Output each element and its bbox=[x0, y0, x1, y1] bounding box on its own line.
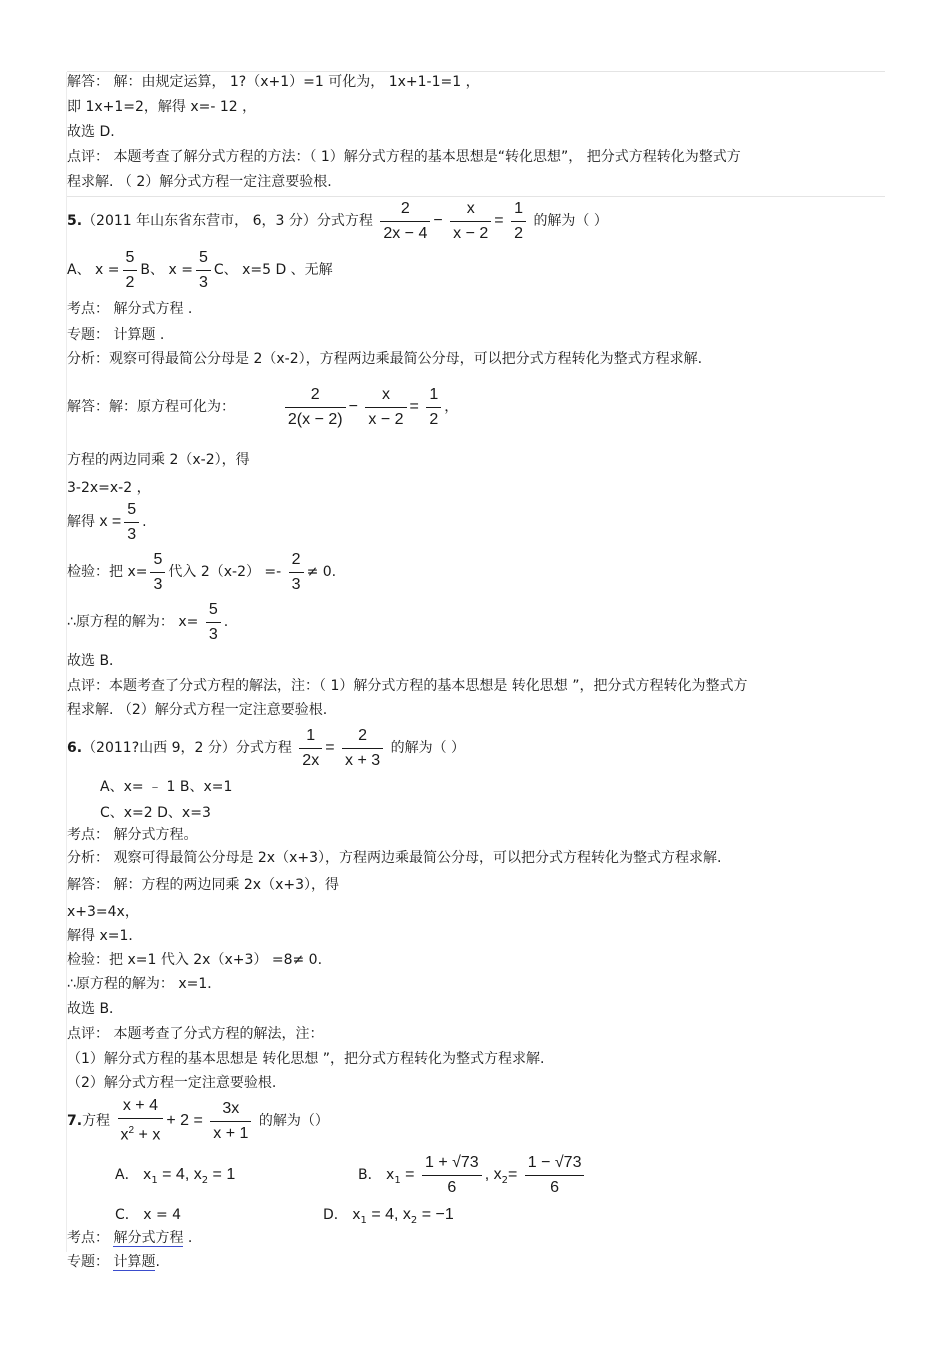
q5-step3-dot: . bbox=[142, 514, 147, 530]
q6-check: 检验：把 x=1 代入 2x（x+3） =8≠ 0. bbox=[67, 952, 323, 968]
q6-suffix: 的解为（ ） bbox=[390, 740, 466, 756]
q5-number: 5. bbox=[67, 213, 83, 229]
q7-option-b-fraction-2: $\frac{1 - √73}{6}$ bbox=[525, 1153, 585, 1198]
q5-jieda bbox=[67, 383, 458, 431]
q6-fenxi: 分析： 观察可得最简公分母是 2x（x+3），方程两边乘最简公分母，可以把分式方程转化为整式方程求解. bbox=[67, 850, 722, 866]
q5-jieda-fraction-1: $\frac{2}{2(x - 2)}$ bbox=[285, 385, 346, 430]
q5-step3-x: x = bbox=[99, 513, 122, 530]
q7-option-b: B． $x_1$ = $\frac{1 + √73}{6}$ , $x_2=$ $\frac{1 - √73}{6}$ bbox=[358, 1148, 587, 1208]
q7-option-d: D． $x_1 = 4$, $x_2 = -1$ bbox=[323, 1206, 454, 1226]
q5-jieda-fraction-3: $\frac{1}{2}$ bbox=[426, 385, 441, 430]
q5-step2: 3-2x=x-2 ， bbox=[67, 480, 151, 496]
q6-source: （2011?山西 9，2 分）分式方程 bbox=[82, 740, 292, 756]
q5-jieda-minus: − bbox=[348, 398, 358, 415]
q5-check-mid: 代入 2（x-2） =- bbox=[168, 564, 282, 580]
q7-suffix: 的解为（） bbox=[258, 1113, 329, 1129]
q5-kaodian: 考点： 解分式方程 . bbox=[67, 301, 193, 317]
q5-fenxi: 分析：观察可得最简公分母是 2（x-2），方程两边乘最简公分母，可以把分式方程转化为整式方程求解. bbox=[67, 351, 703, 367]
top-comment-line1: 点评： 本题考查了解分式方程的方法：（ 1）解分式方程的基本思想是“转化思想”， 把分式方程转化为整式方 bbox=[67, 149, 741, 165]
top-answer-line2: 即 1x+1=2，解得 x=- 12 ， bbox=[67, 99, 257, 115]
q5-step3-label: 解得 bbox=[67, 514, 95, 530]
q5-check-label: 检验：把 x= bbox=[67, 564, 148, 580]
q6-options-ab: A、x= ﹣ 1 B、x=1 bbox=[100, 779, 233, 795]
q6-jieda: 解答： 解：方程的两边同乘 2x（x+3），得 bbox=[67, 877, 340, 893]
q5-zhuanti: 专题： 计算题 . bbox=[67, 327, 165, 343]
q5-guxuan: 故选 B． bbox=[67, 653, 124, 669]
q6-step2: 解得 x=1． bbox=[67, 928, 143, 944]
q5-stem bbox=[67, 197, 608, 245]
top-comment-line2: 程求解. （ 2）解分式方程一定注意要验根. bbox=[67, 174, 332, 190]
q5-option-b: B、 x = bbox=[140, 262, 193, 278]
top-answer-line1: 解答： 解：由规定运算， 1?（x+1）=1 可化为， 1x+1-1=1 ， bbox=[67, 74, 480, 90]
q5-step1: 方程的两边同乘 2（x-2），得 bbox=[67, 452, 250, 468]
q6-dianping: 点评： 本题考查了分式方程的解法，注： bbox=[67, 1026, 324, 1042]
q5-root-label: ∴原方程的解为： x= bbox=[67, 614, 199, 630]
q5-root-dot: . bbox=[223, 614, 229, 630]
q7-option-b-fraction-1: $\frac{1 + √73}{6}$ bbox=[422, 1153, 482, 1198]
q5-suffix: 的解为（ ） bbox=[533, 213, 608, 229]
q7-option-c: C． x = 4 bbox=[115, 1207, 182, 1223]
q5-fraction-1: $\frac{2}{2x - 4}$ bbox=[380, 199, 430, 244]
q6-number: 6. bbox=[67, 740, 83, 756]
q5-equals: = bbox=[494, 212, 504, 229]
q5-check-fraction-2: $\frac{2}{3}$ bbox=[289, 550, 304, 595]
q7-number: 7. bbox=[67, 1113, 83, 1129]
q7-fraction-1: $\frac{x + 4}{x^2 + x}$ bbox=[118, 1096, 164, 1145]
q7-kaodian: 考点： 解分式方程 . bbox=[67, 1230, 193, 1246]
q5-root bbox=[67, 598, 228, 646]
q5-option-a-fraction: $\frac{5}{2}$ bbox=[123, 248, 138, 293]
q5-minus: − bbox=[433, 212, 443, 229]
top-answer-line3: 故选 D. bbox=[67, 124, 115, 140]
q5-fraction-3: $\frac{1}{2}$ bbox=[511, 199, 526, 244]
q5-option-cd: C、 x=5 D 、无解 bbox=[213, 262, 333, 278]
q5-fraction-2: $\frac{x}{x - 2}$ bbox=[450, 199, 491, 244]
q5-options bbox=[67, 246, 333, 294]
q5-jieda-fraction-2: $\frac{x}{x - 2}$ bbox=[365, 385, 406, 430]
q5-jieda-label: 解答：解：原方程可化为： bbox=[67, 399, 235, 415]
q7-zhuanti: 专题： 计算题. bbox=[67, 1254, 160, 1270]
q6-root: ∴原方程的解为： x=1． bbox=[67, 976, 222, 992]
q5-check-end: ≠ 0. bbox=[306, 564, 337, 580]
q5-check-fraction: $\frac{5}{3}$ bbox=[150, 550, 165, 595]
top-rule bbox=[67, 71, 885, 72]
q5-jieda-equals: = bbox=[409, 398, 419, 415]
q5-option-a: A、 x = bbox=[67, 262, 120, 278]
q7-plus-two: + 2 = bbox=[166, 1112, 203, 1129]
q5-jieda-comma: ， bbox=[444, 399, 459, 415]
q5-step3-fraction: $\frac{5}{3}$ bbox=[124, 500, 139, 545]
q5-step3 bbox=[67, 498, 147, 546]
q6-equals: = bbox=[325, 739, 335, 756]
q6-options-cd: C、x=2 D、x=3 bbox=[100, 805, 211, 821]
q6-stem bbox=[67, 724, 465, 772]
q6-note2: （2）解分式方程一定注意要验根. bbox=[67, 1075, 277, 1091]
q5-dianping1: 点评：本题考查了分式方程的解法，注：（ 1）解分式方程的基本思想是 转化思想 ”，把分式方程转化为整式方 bbox=[67, 678, 748, 694]
q6-kaodian: 考点： 解分式方程。 bbox=[67, 827, 198, 843]
q7-prefix: 方程 bbox=[82, 1113, 111, 1129]
q5-check bbox=[67, 548, 336, 596]
q5-source: （2011 年山东省东营市， 6，3 分）分式方程 bbox=[82, 213, 373, 229]
q7-option-a: A． $x_1 = 4$, $x_2 = 1$ bbox=[115, 1166, 236, 1186]
q6-guxuan: 故选 B． bbox=[67, 1001, 124, 1017]
q7-kaodian-link[interactable]: 解分式方程 bbox=[113, 1230, 184, 1246]
q6-fraction-1: $\frac{1}{2x}$ bbox=[299, 726, 322, 771]
q5-dianping2: 程求解. （2）解分式方程一定注意要验根. bbox=[67, 702, 328, 718]
q5-option-b-fraction: $\frac{5}{3}$ bbox=[196, 248, 211, 293]
q7-fraction-2: $\frac{3x}{x + 1}$ bbox=[210, 1099, 251, 1144]
q7-stem bbox=[67, 1096, 329, 1146]
q6-fraction-2: $\frac{2}{x + 3}$ bbox=[342, 726, 383, 771]
q6-note1: （1）解分式方程的基本思想是 转化思想 ”，把分式方程转化为整式方程求解. bbox=[67, 1051, 545, 1067]
q6-step1: x+3=4x， bbox=[67, 904, 139, 920]
q7-zhuanti-link[interactable]: 计算题 bbox=[113, 1254, 156, 1270]
q5-root-fraction: $\frac{5}{3}$ bbox=[206, 600, 221, 645]
